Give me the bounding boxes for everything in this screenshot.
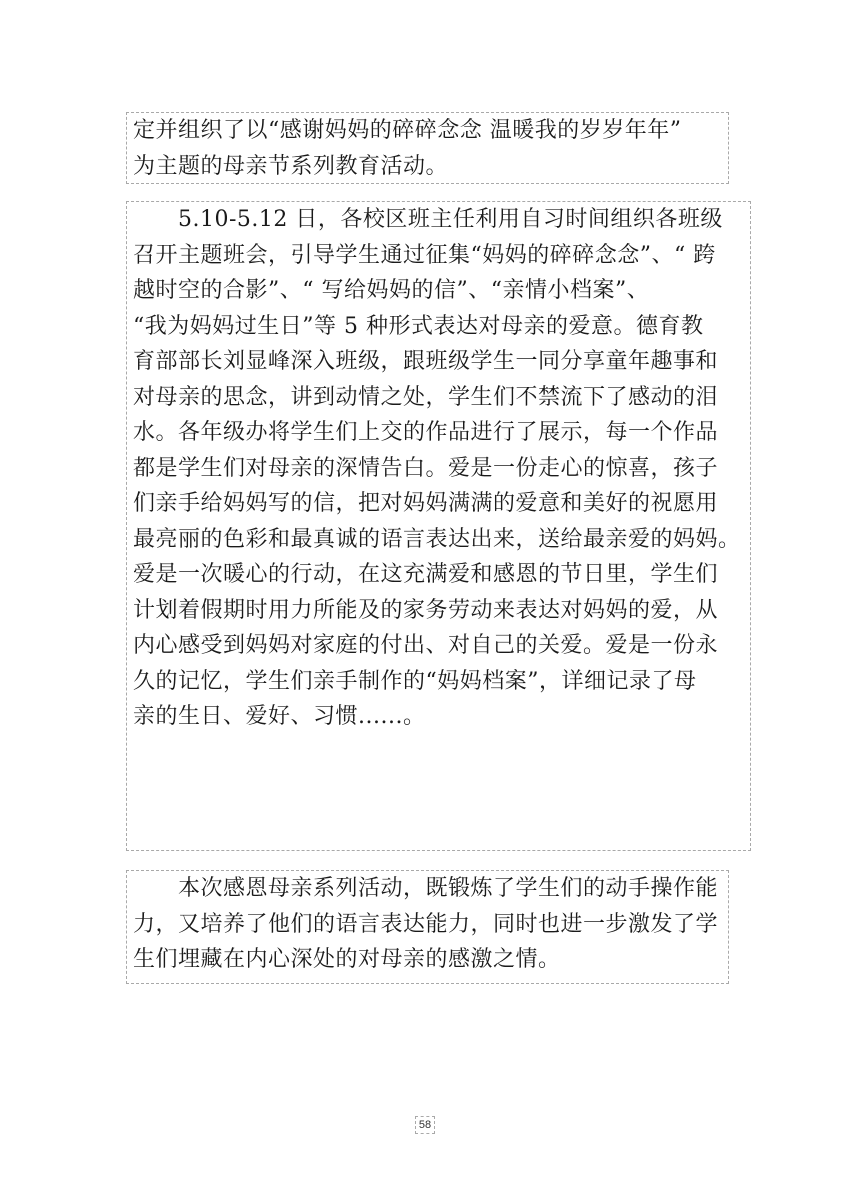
paragraph-text: 本次感恩母亲系列活动，既锻炼了学生们的动手操作能 力，又培养了他们的语言表达能力，同时也进一步激发了学 生们埋藏在内心深处的对母亲的感激之情。 bbox=[133, 876, 719, 972]
paragraph-text: 定并组织了以“感谢妈妈的碎碎念念 温暖我的岁岁年年” 为主题的母亲节系列教育活动。 bbox=[133, 118, 682, 179]
page-number: 58 bbox=[415, 1116, 435, 1134]
paragraph-intro-continuation bbox=[126, 112, 729, 184]
paragraph-text: 5.10-5.12 日，各校区班主任利用自习时间组织各班级 召开主题班会，引导学生通过征集“妈妈的碎碎念念”、“ 跨 越时空的合影”、“ 写给妈妈的信”、“亲情小档案”、 “我为妈妈过生日”等 5 种形式表达对母亲的爱意。德育教 育部部长刘显峰深入班级，跟班级学生一同分享童年趣事和 对母亲的思念，讲到动情之处，学生们不禁流下了感动的泪 水。各年级办将学生们上交的作品进行了展示，每一个作品 都是学生们对母亲的深情告白。爱是一份走心的惊喜，孩子 们亲手给妈妈写的信，把对妈妈满满的爱意和美好的祝愿用 最亮丽的色彩和最真诚的语言表达出来，送给最亲爱的妈妈。 爱是一次暖心的行动，在这充满爱和感恩的节日里，学生们 计划着假期时用力所能及的家务劳动来表达对妈妈的爱，从 内心感受到妈妈对家庭的付出、对自己的关爱。爱是一份永 久的记忆，学生们亲手制作的“妈妈档案”，详细记录了母 亲的生日、爱好、习惯......。 bbox=[133, 207, 741, 729]
paragraph-activity-details bbox=[126, 201, 751, 851]
paragraph-summary bbox=[126, 870, 729, 984]
